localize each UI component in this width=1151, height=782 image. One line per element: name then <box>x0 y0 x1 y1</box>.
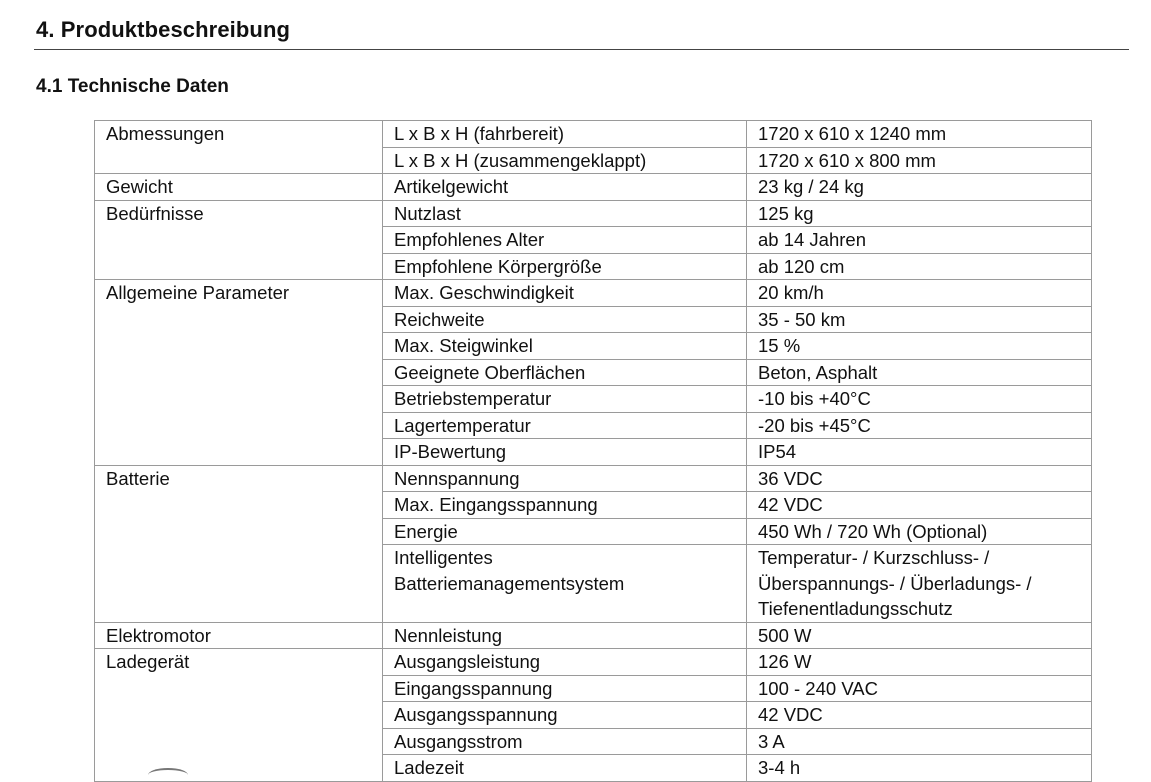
value-cell: 100 - 240 VAC <box>747 675 1092 702</box>
table-row <box>95 200 1092 227</box>
value-cell: 42 VDC <box>747 702 1092 729</box>
table-row <box>95 649 1092 676</box>
value-cell: 35 - 50 km <box>747 306 1092 333</box>
value-cell: IP54 <box>747 439 1092 466</box>
parameter-cell: Ausgangsleistung <box>383 649 747 676</box>
value-cell: 20 km/h <box>747 280 1092 307</box>
value-cell: Beton, Asphalt <box>747 359 1092 386</box>
value-cell: ab 14 Jahren <box>747 227 1092 254</box>
parameter-cell: Energie <box>383 518 747 545</box>
value-cell: 23 kg / 24 kg <box>747 174 1092 201</box>
parameter-cell: Betriebstemperatur <box>383 386 747 413</box>
value-cell: ab 120 cm <box>747 253 1092 280</box>
category-cell: Gewicht <box>95 174 383 201</box>
value-cell: 126 W <box>747 649 1092 676</box>
page-edge-mark <box>148 768 188 782</box>
parameter-cell: Empfohlene Körpergröße <box>383 253 747 280</box>
value-cell: 15 % <box>747 333 1092 360</box>
parameter-cell: Artikelgewicht <box>383 174 747 201</box>
value-cell: 125 kg <box>747 200 1092 227</box>
value-cell: 36 VDC <box>747 465 1092 492</box>
value-cell: -10 bis +40°C <box>747 386 1092 413</box>
table-row <box>95 622 1092 649</box>
value-cell: 1720 x 610 x 800 mm <box>747 147 1092 174</box>
parameter-cell: Ladezeit <box>383 755 747 782</box>
category-cell: Allgemeine Parameter <box>95 280 383 466</box>
parameter-cell: Reichweite <box>383 306 747 333</box>
parameter-cell: Max. Geschwindigkeit <box>383 280 747 307</box>
parameter-cell: Ausgangsspannung <box>383 702 747 729</box>
category-cell: Abmessungen <box>95 121 383 174</box>
table-row <box>95 280 1092 307</box>
parameter-cell: Eingangsspannung <box>383 675 747 702</box>
parameter-cell: Max. Steigwinkel <box>383 333 747 360</box>
table-row <box>95 465 1092 492</box>
parameter-cell: Ausgangsstrom <box>383 728 747 755</box>
value-cell: -20 bis +45°C <box>747 412 1092 439</box>
table-row <box>95 174 1092 201</box>
parameter-cell: Nutzlast <box>383 200 747 227</box>
parameter-cell: Max. Eingangsspannung <box>383 492 747 519</box>
parameter-cell: Geeignete Oberflächen <box>383 359 747 386</box>
value-cell: Temperatur- / Kurzschluss- / Überspannungs- / Überladungs- / Tiefenentladungsschutz <box>747 545 1092 623</box>
value-cell: 3 A <box>747 728 1092 755</box>
parameter-cell: Empfohlenes Alter <box>383 227 747 254</box>
category-cell: Bedürfnisse <box>95 200 383 280</box>
table-row <box>95 121 1092 148</box>
parameter-cell: L x B x H (zusammengeklappt) <box>383 147 747 174</box>
section-heading: 4. Produktbeschreibung <box>36 17 291 42</box>
value-cell: 3-4 h <box>747 755 1092 782</box>
parameter-cell: Lagertemperatur <box>383 412 747 439</box>
technical-data-table <box>94 120 1092 782</box>
parameter-cell: Nennspannung <box>383 465 747 492</box>
subsection-heading: 4.1 Technische Daten <box>36 76 229 97</box>
technical-data-body <box>95 121 1092 782</box>
value-cell: 1720 x 610 x 1240 mm <box>747 121 1092 148</box>
value-cell: 500 W <box>747 622 1092 649</box>
parameter-cell: L x B x H (fahrbereit) <box>383 121 747 148</box>
parameter-cell: Intelligentes Batteriemanagementsystem <box>383 545 747 623</box>
heading-divider <box>34 49 1129 50</box>
category-cell: Elektromotor <box>95 622 383 649</box>
parameter-cell: IP-Bewertung <box>383 439 747 466</box>
parameter-cell: Nennleistung <box>383 622 747 649</box>
value-cell: 450 Wh / 720 Wh (Optional) <box>747 518 1092 545</box>
category-cell: Batterie <box>95 465 383 622</box>
category-cell: Ladegerät <box>95 649 383 782</box>
value-cell: 42 VDC <box>747 492 1092 519</box>
